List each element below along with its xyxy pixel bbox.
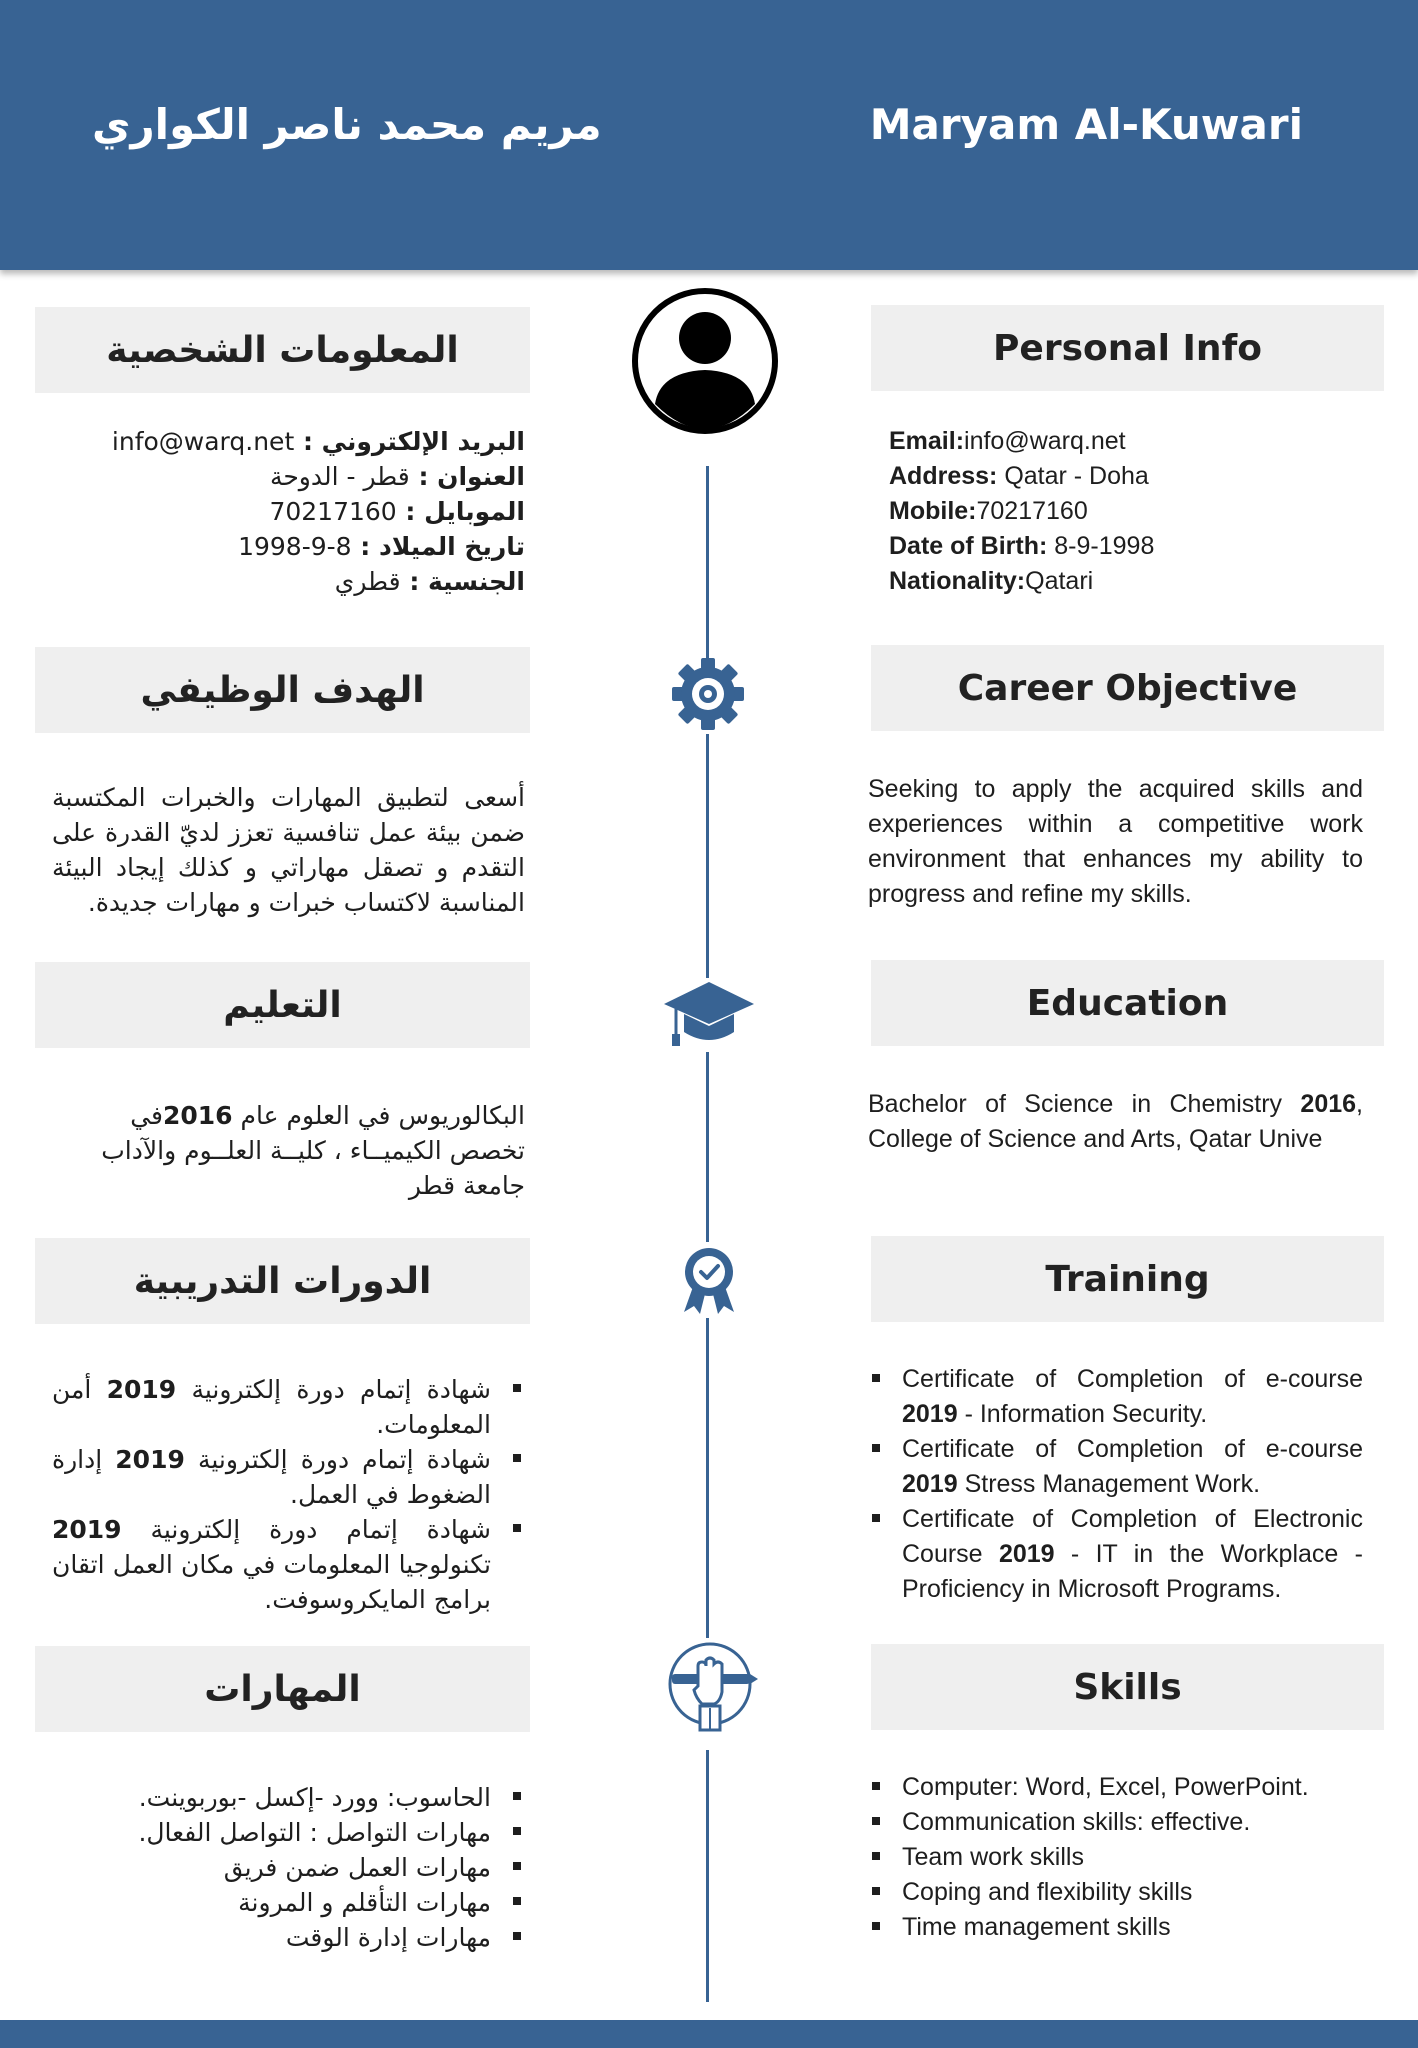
skill-item: Computer: Word, Excel, PowerPoint.: [868, 1770, 1363, 1805]
training-item-text: Stress Management Work.: [957, 1470, 1261, 1498]
info-label: تاريخ الميلاد :: [351, 532, 525, 561]
info-label: العنوان :: [409, 462, 525, 491]
skill-item-ar: مهارات التواصل : التواصل الفعال.: [52, 1815, 525, 1850]
info-value: Qatari: [1025, 567, 1094, 595]
career-text-en: Seeking to apply the acquired skills and experiences within a competitive work environment that enhances my ability to progress and refine my skills.: [868, 775, 1363, 908]
training-title-ar: الدورات التدريبية: [35, 1238, 530, 1324]
training-title-en: Training: [871, 1236, 1384, 1322]
education-text-en: [868, 1087, 1363, 1157]
skills-title-ar: المهارات: [35, 1646, 530, 1732]
timeline-line: [706, 1052, 709, 1242]
info-row-email: [889, 424, 1369, 459]
training-item-text: Certificate of Completion of e-course: [902, 1365, 1363, 1393]
education-year: 2016: [1300, 1090, 1357, 1118]
info-label: الموبايل :: [396, 497, 525, 526]
career-text-ar: أسعى لتطبيق المهارات والخبرات المكتسبة ضمن بيئة عمل تنافسية تعزز لديّ القدرة على التقدم و تصقل مهاراتي و كذلك إيجاد البيئة المناسبة لاكتساب خبرات و مهارات جديدة.: [52, 783, 525, 917]
training-item-ar: [52, 1372, 525, 1442]
info-value: info@warq.net: [111, 427, 295, 456]
training-item-text: أمن المعلومات.: [52, 1375, 491, 1439]
footer-band: [0, 2020, 1418, 2048]
info-row-dob-ar: [52, 529, 525, 564]
personal-info-ar: [52, 424, 525, 599]
training-item-ar: [52, 1442, 525, 1512]
education-college: , College of Science and Arts, Qatar Unive: [868, 1090, 1363, 1153]
info-label: Email:: [889, 427, 965, 455]
info-row-nationality-ar: [52, 564, 525, 599]
timeline-line: [706, 1318, 709, 1638]
education-year-ar: 2016: [162, 1101, 233, 1130]
info-value: قطري: [334, 567, 401, 596]
info-value: info@warq.net: [964, 427, 1126, 455]
info-label: Mobile:: [889, 497, 977, 525]
info-row-email-ar: [52, 424, 525, 459]
training-item-ar: [52, 1512, 525, 1617]
timeline-line: [706, 1750, 709, 2002]
timeline-line: [706, 734, 709, 978]
gear-icon: [670, 656, 746, 732]
info-label: Date of Birth:: [889, 532, 1048, 560]
info-value: 8-9-1998: [1047, 532, 1155, 560]
timeline-line: [706, 466, 709, 658]
training-item: [868, 1432, 1363, 1502]
info-label: الجنسية :: [400, 567, 525, 596]
info-value: 70217160: [269, 497, 397, 526]
training-item-year: 2019: [106, 1375, 177, 1404]
education-college-ar: في تخصص الكيميــاء ، كليــة العلــوم والآداب جامعة قطر: [101, 1101, 525, 1200]
training-list-en: [868, 1362, 1363, 1607]
education-title-ar: التعليم: [35, 962, 530, 1048]
training-item-year: 2019: [902, 1400, 958, 1428]
training-list-ar: [52, 1372, 525, 1617]
skill-item: Communication skills: effective.: [868, 1805, 1363, 1840]
skills-list-en: [868, 1770, 1363, 1945]
info-value: Qatar - Doha: [997, 462, 1149, 490]
training-item-year: 2019: [52, 1515, 122, 1544]
info-value: قطر - الدوحة: [269, 462, 410, 491]
profile-icon: [630, 286, 780, 436]
education-title-en: Education: [871, 960, 1384, 1046]
training-item-text: - Information Security.: [957, 1400, 1208, 1428]
training-item-text: شهادة إتمام دورة إلكترونية: [176, 1375, 491, 1404]
career-title-ar: الهدف الوظيفي: [35, 647, 530, 733]
training-item-text: شهادة إتمام دورة إلكترونية: [184, 1445, 491, 1474]
personal-info-en: [889, 424, 1369, 599]
skills-list-ar: [52, 1780, 525, 1955]
training-item-text: شهادة إتمام دورة إلكترونية: [121, 1515, 491, 1544]
hand-pencil-icon: [662, 1640, 758, 1736]
info-label: Nationality:: [889, 567, 1026, 595]
career-title-en: Career Objective: [871, 645, 1384, 731]
info-value: 70217160: [976, 497, 1088, 525]
education-degree-ar: البكالوريوس في العلوم عام: [232, 1101, 525, 1130]
info-row-address: [889, 459, 1369, 494]
skill-item: Coping and flexibility skills: [868, 1875, 1363, 1910]
training-item: [868, 1502, 1363, 1607]
name-arabic: مريم محمد ناصر الكواري: [92, 100, 602, 149]
info-row-mobile-ar: [52, 494, 525, 529]
skill-item-ar: الحاسوب: وورد -إكسل -بوربوينت.: [52, 1780, 525, 1815]
training-item-text: تكنولوجيا المعلومات في مكان العمل اتقان برامج المايكروسوفت.: [52, 1550, 491, 1614]
training-item: [868, 1362, 1363, 1432]
name-english: Maryam Al-Kuwari: [869, 100, 1303, 149]
graduation-cap-icon: [662, 978, 756, 1052]
info-row-dob: [889, 529, 1369, 564]
skill-item-ar: مهارات العمل ضمن فريق: [52, 1850, 525, 1885]
award-ribbon-icon: [672, 1244, 746, 1318]
skills-title-en: Skills: [871, 1644, 1384, 1730]
personal-info-title-ar: المعلومات الشخصية: [35, 307, 530, 393]
info-label: Address:: [889, 462, 998, 490]
training-item-text: Certificate of Completion of e-course: [902, 1435, 1363, 1463]
training-item-text: - IT in the Workplace - Proficiency in Microsoft Programs.: [902, 1540, 1363, 1603]
info-label: البريد الإلكتروني :: [294, 427, 525, 456]
training-item-text: Certificate of Completion of Electronic Course: [902, 1505, 1363, 1568]
education-text-ar: [52, 1098, 525, 1203]
info-row-nationality: [889, 564, 1369, 599]
training-item-year: 2019: [998, 1540, 1055, 1568]
skill-item: Time management skills: [868, 1910, 1363, 1945]
personal-info-title-en: Personal Info: [871, 305, 1384, 391]
skill-item: Team work skills: [868, 1840, 1363, 1875]
info-value: 8-9-1998: [238, 532, 352, 561]
training-item-year: 2019: [115, 1445, 185, 1474]
skill-item-ar: مهارات إدارة الوقت: [52, 1920, 525, 1955]
training-item-year: 2019: [902, 1470, 958, 1498]
training-item-text: إدارة الضغوط في العمل.: [52, 1445, 491, 1509]
info-row-address-ar: [52, 459, 525, 494]
skill-item-ar: مهارات التأقلم و المرونة: [52, 1885, 525, 1920]
info-row-mobile: [889, 494, 1369, 529]
header-banner: [0, 0, 1418, 270]
education-degree: Bachelor of Science in Chemistry: [868, 1090, 1301, 1118]
